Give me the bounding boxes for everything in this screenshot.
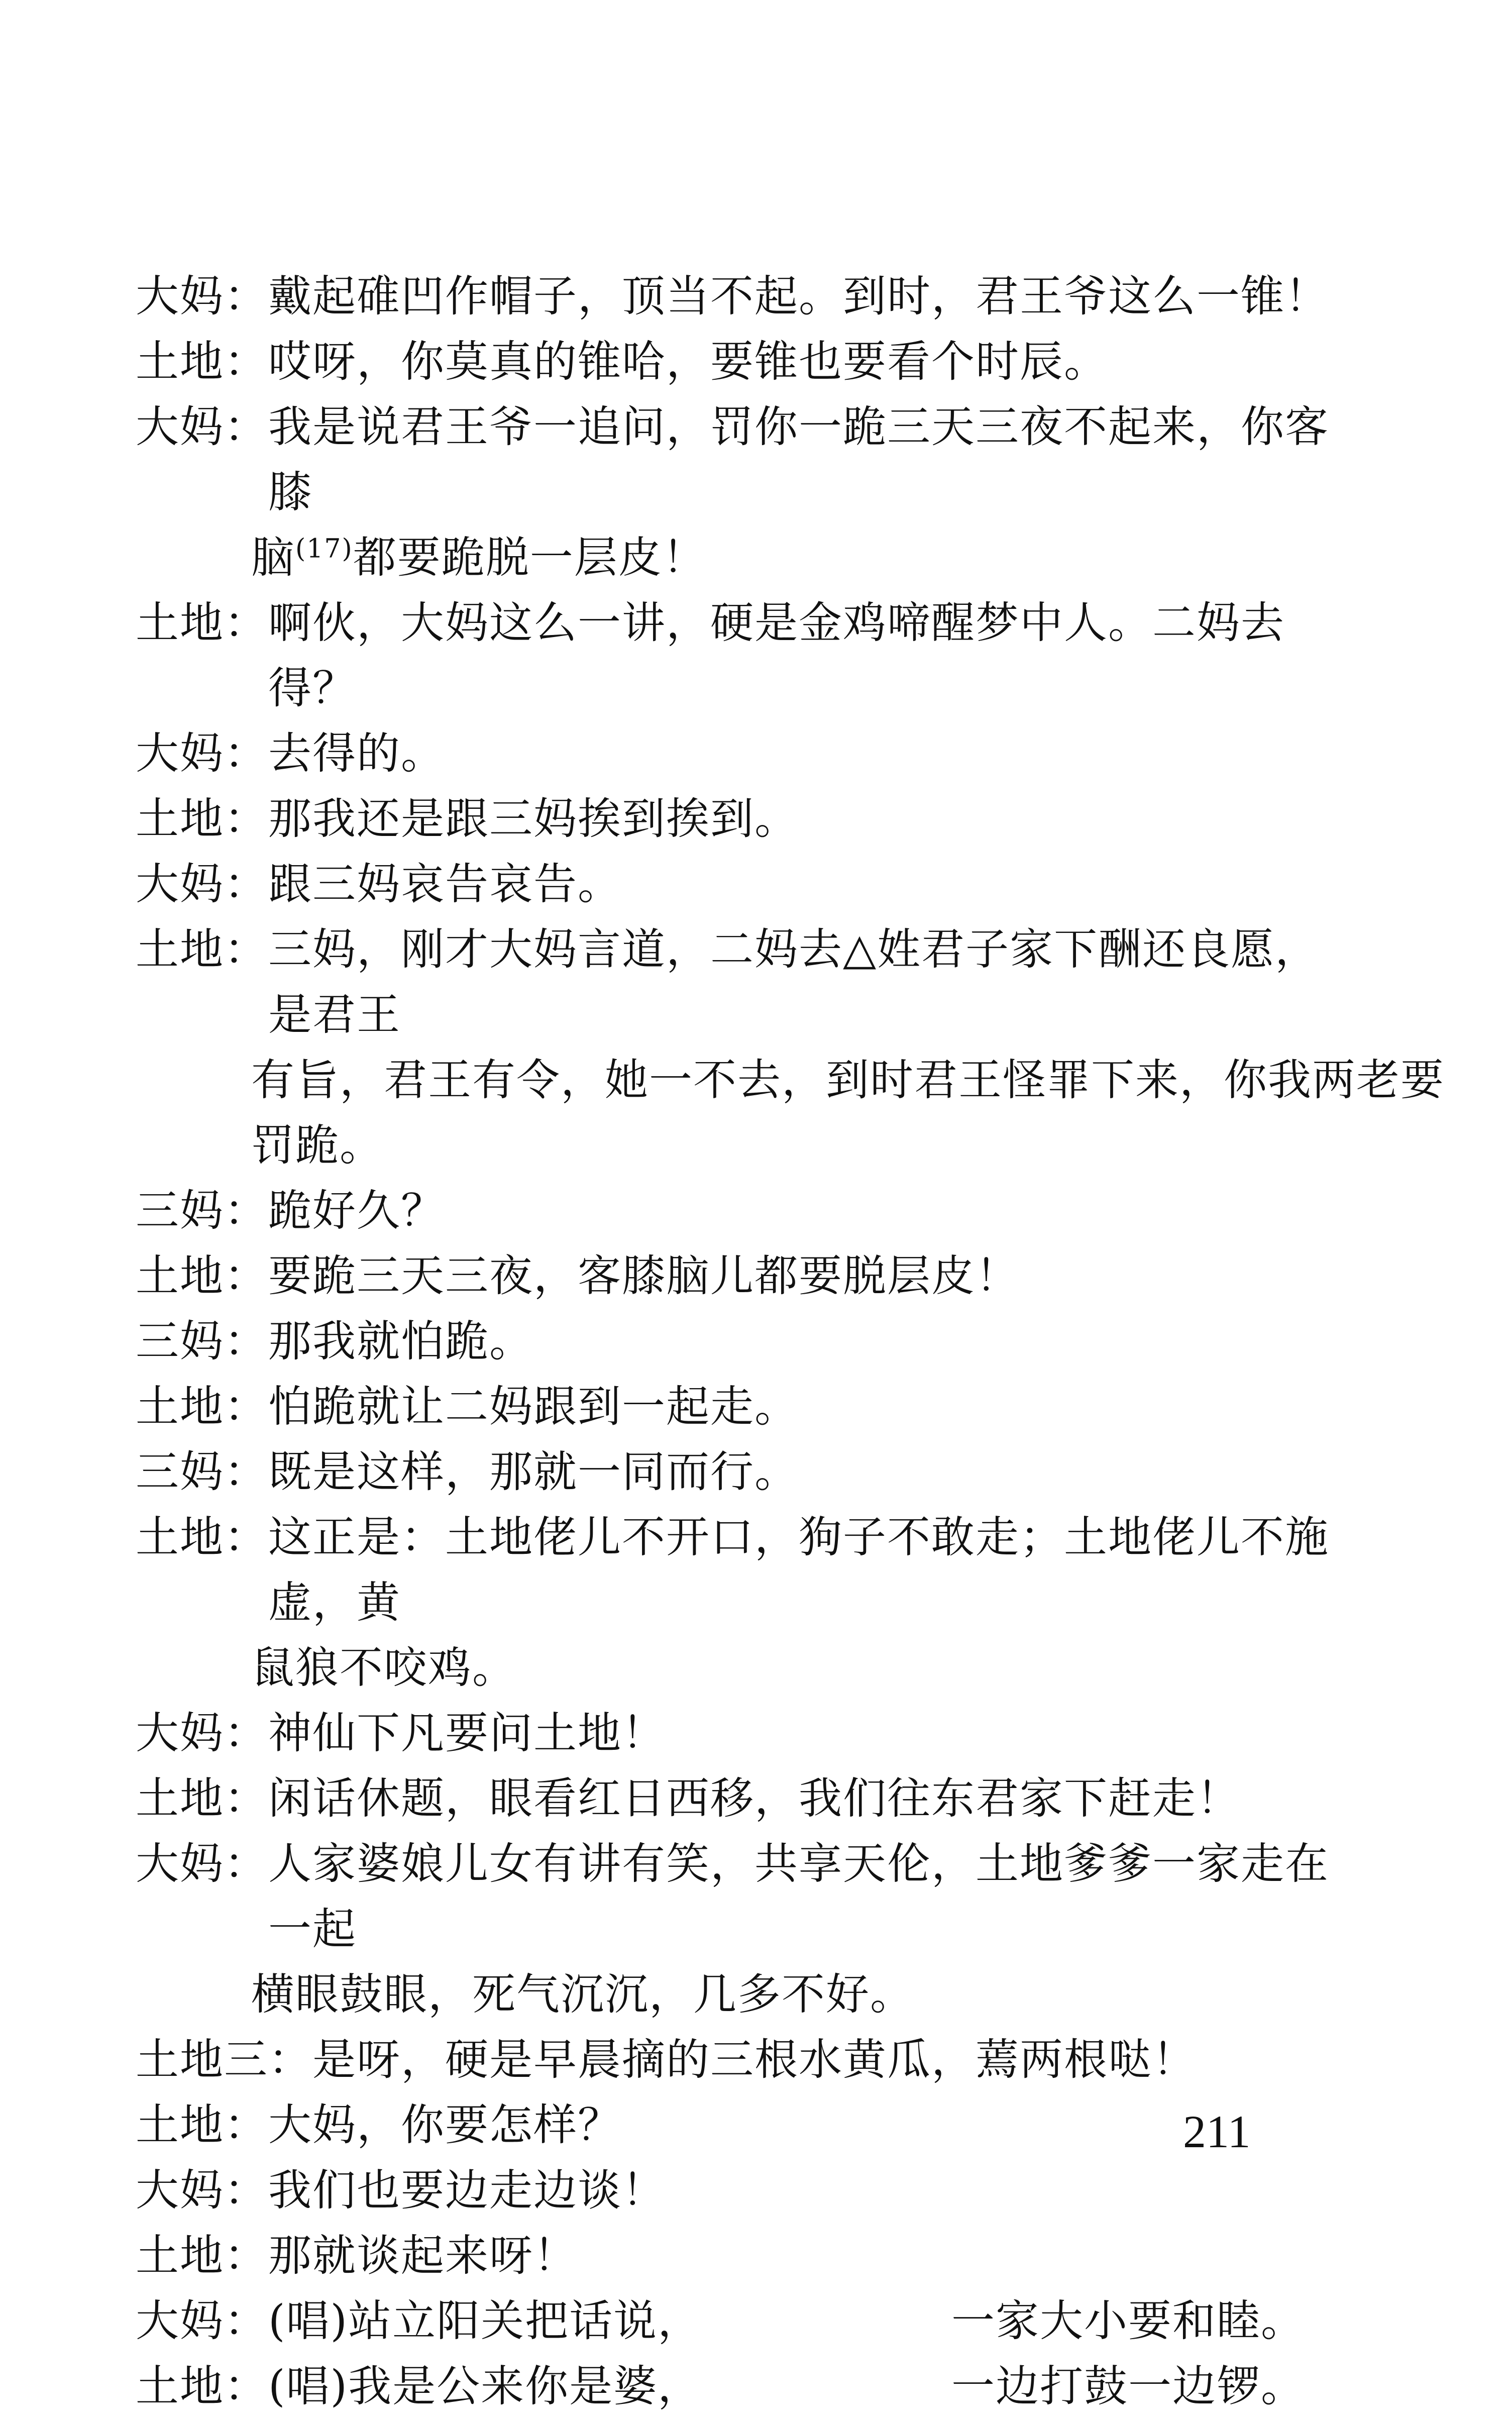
dialogue-line: 土地 ： 三妈，刚才大妈言道，二妈去△姓君子家下酬还良愿，是君王	[136, 917, 1331, 1047]
dialogue-text: 既是这样，那就一同而行。	[268, 1447, 799, 1497]
speaker-name: 土地	[136, 2100, 224, 2150]
page-number: 211	[1183, 2106, 1251, 2157]
dialogue-line: 三妈 ： 跪好久？	[136, 1178, 1331, 1243]
dialogue-text: 大妈，你要怎样？	[268, 2100, 622, 2150]
speaker-name: 三妈	[136, 1316, 224, 1366]
dialogue-continuation: 鼠狼不咬鸡。	[251, 1643, 516, 1693]
dialogue-text: 是呀，硬是早晨摘的三根水黄瓜，蔫两根哒！	[312, 2035, 1197, 2085]
dialogue-text: 哎呀，你莫真的锥哈，要锥也要看个时辰。	[268, 337, 1108, 387]
dialogue-text: 怕跪就让二妈跟到一起走。	[268, 1382, 799, 1432]
dialogue-text: 人家婆娘儿女有讲有笑，共享天伦，土地爹爹一家走在一起	[268, 1839, 1329, 1954]
dialogue-text: 那我就怕跪。	[268, 1316, 533, 1366]
speaker-name: 土地	[136, 1512, 224, 1562]
dialogue-line: 大妈 ： 戴起碓凹作帽子，顶当不起。到时，君王爷这么一锥！	[136, 264, 1331, 329]
footnote-marker: (17)	[295, 534, 353, 564]
speaker-name: 土地三	[136, 2035, 268, 2085]
speaker-name: 土地	[136, 337, 224, 387]
speaker-name: 大妈	[136, 2165, 224, 2216]
dialogue-line: 大妈 ： 跟三妈哀告哀告。	[136, 852, 1331, 917]
dialogue-text: 三妈，刚才大妈言道，二妈去△姓君子家下酬还良愿，是君王	[268, 924, 1320, 1040]
speaker-name: 大妈	[136, 402, 224, 452]
dialogue-line: 土地 ： 怕跪就让二妈跟到一起走。	[136, 1374, 1331, 1439]
dialogue-continuation: 有旨，君王有令，她一不去，到时君王怪罪下来，你我两老要	[251, 1055, 1445, 1105]
dialogue-line: 土地 ： 哎呀，你莫真的锥哈，要锥也要看个时辰。	[136, 329, 1331, 394]
dialogue-continuation: 罚跪。	[251, 1120, 384, 1171]
dialogue-text: 那我还是跟三妈挨到挨到。	[268, 794, 799, 844]
dialogue-line: 大妈 ： 神仙下凡要问土地！	[136, 1701, 1331, 1766]
dialogue-line: 大妈 ： 我们也要边走边谈！	[136, 2158, 1331, 2223]
dialogue-text: 神仙下凡要问土地！	[268, 1708, 666, 1758]
dialogue-line: 大妈 ： 我是说君王爷一追问，罚你一跪三天三夜不起来，你客膝	[136, 394, 1331, 525]
speaker-name: 大妈	[136, 271, 224, 322]
dialogue-continuation: 脑$^{(17)}$都要跪脱一层皮！	[251, 533, 707, 583]
speaker-name: 大妈	[136, 1839, 224, 1889]
speaker-name: 土地	[136, 1773, 224, 1824]
dialogue-text: 我是说君王爷一追问，罚你一跪三天三夜不起来，你客膝	[268, 402, 1329, 517]
dialogue-line: 土地 ： 大妈，你要怎样？	[136, 2092, 1331, 2158]
dialogue-line: 土地 ： 要跪三天三夜，客膝脑儿都要脱层皮！	[136, 1243, 1331, 1309]
speaker-name: 大妈	[136, 728, 224, 779]
dialogue-line: 土地 ： 那我还是跟三妈挨到挨到。	[136, 786, 1331, 852]
speaker-name: 土地	[136, 794, 224, 844]
speaker-name: 土地	[136, 1382, 224, 1432]
dialogue-line: 大妈 ： 人家婆娘儿女有讲有笑，共享天伦，土地爹爹一家走在一起	[136, 1831, 1331, 1962]
dialogue-text: 闲话休题，眼看红日西移，我们往东君家下赶走！	[268, 1773, 1241, 1824]
dialogue-text: 那就谈起来呀！	[268, 2231, 578, 2281]
song-line: 大妈 ： (唱)站立阳关把话说， 一家大小要和睦。	[136, 2288, 1331, 2354]
song-first-half: (唱)站立阳关把话说，	[268, 2296, 702, 2346]
dialogue-line: 大妈 ： 去得的。	[136, 721, 1331, 786]
dialogue-text: 跟三妈哀告哀告。	[268, 859, 622, 909]
dialogue-text: 要跪三天三夜，客膝脑儿都要脱层皮！	[268, 1251, 1020, 1301]
dialogue-continuation: 横眼鼓眼，死气沉沉，几多不好。	[251, 1969, 914, 2020]
dialogue-text: 戴起碓凹作帽子，顶当不起。到时，君王爷这么一锥！	[268, 271, 1329, 322]
speaker-name: 三妈	[136, 1186, 224, 1236]
song-line: 土地 ： (唱)我是公来你是婆， 一边打鼓一边锣。	[136, 2354, 1331, 2419]
dialogue-line: 三妈 ： 那我就怕跪。	[136, 1309, 1331, 1374]
dialogue-text: 我们也要边走边谈！	[268, 2165, 666, 2216]
speaker-name: 土地	[136, 598, 224, 648]
song-first-half: (唱)我是公来你是婆，	[268, 2361, 702, 2411]
speaker-name: 土地	[136, 2231, 224, 2281]
dialogue-text: 跪好久？	[268, 1186, 445, 1236]
dialogue-text: 啊伙，大妈这么一讲，硬是金鸡啼醒梦中人。二妈去得？	[268, 598, 1285, 713]
speaker-name: 大妈	[136, 859, 224, 909]
dialogue-line: 土地三 ： 是呀，硬是早晨摘的三根水黄瓜，蔫两根哒！	[136, 2027, 1331, 2092]
dialogue-line: 土地 ： 闲话休题，眼看红日西移，我们往东君家下赶走！	[136, 1766, 1331, 1831]
speaker-name: 土地	[136, 1251, 224, 1301]
dialogue-line: 土地 ： 啊伙，大妈这么一讲，硬是金鸡啼醒梦中人。二妈去得？	[136, 590, 1331, 721]
dialogue-line: 三妈 ： 既是这样，那就一同而行。	[136, 1439, 1331, 1505]
dialogue-text: 去得的。	[268, 728, 445, 779]
song-second-half: 一边打鼓一边锣。	[951, 2361, 1305, 2411]
speaker-name: 土地	[136, 2361, 224, 2411]
speaker-name: 大妈	[136, 2296, 224, 2346]
dialogue-text: 这正是：土地佬儿不开口，狗子不敢走；土地佬儿不施虚，黄	[268, 1512, 1329, 1628]
speaker-name: 大妈	[136, 1708, 224, 1758]
script-text	[136, 264, 1445, 2419]
song-second-half: 一家大小要和睦。	[951, 2296, 1305, 2346]
speaker-name: 土地	[136, 924, 224, 975]
speaker-name: 三妈	[136, 1447, 224, 1497]
dialogue-line: 土地 ： 这正是：土地佬儿不开口，狗子不敢走；土地佬儿不施虚，黄	[136, 1505, 1331, 1635]
dialogue-line: 土地 ： 那就谈起来呀！	[136, 2223, 1331, 2288]
